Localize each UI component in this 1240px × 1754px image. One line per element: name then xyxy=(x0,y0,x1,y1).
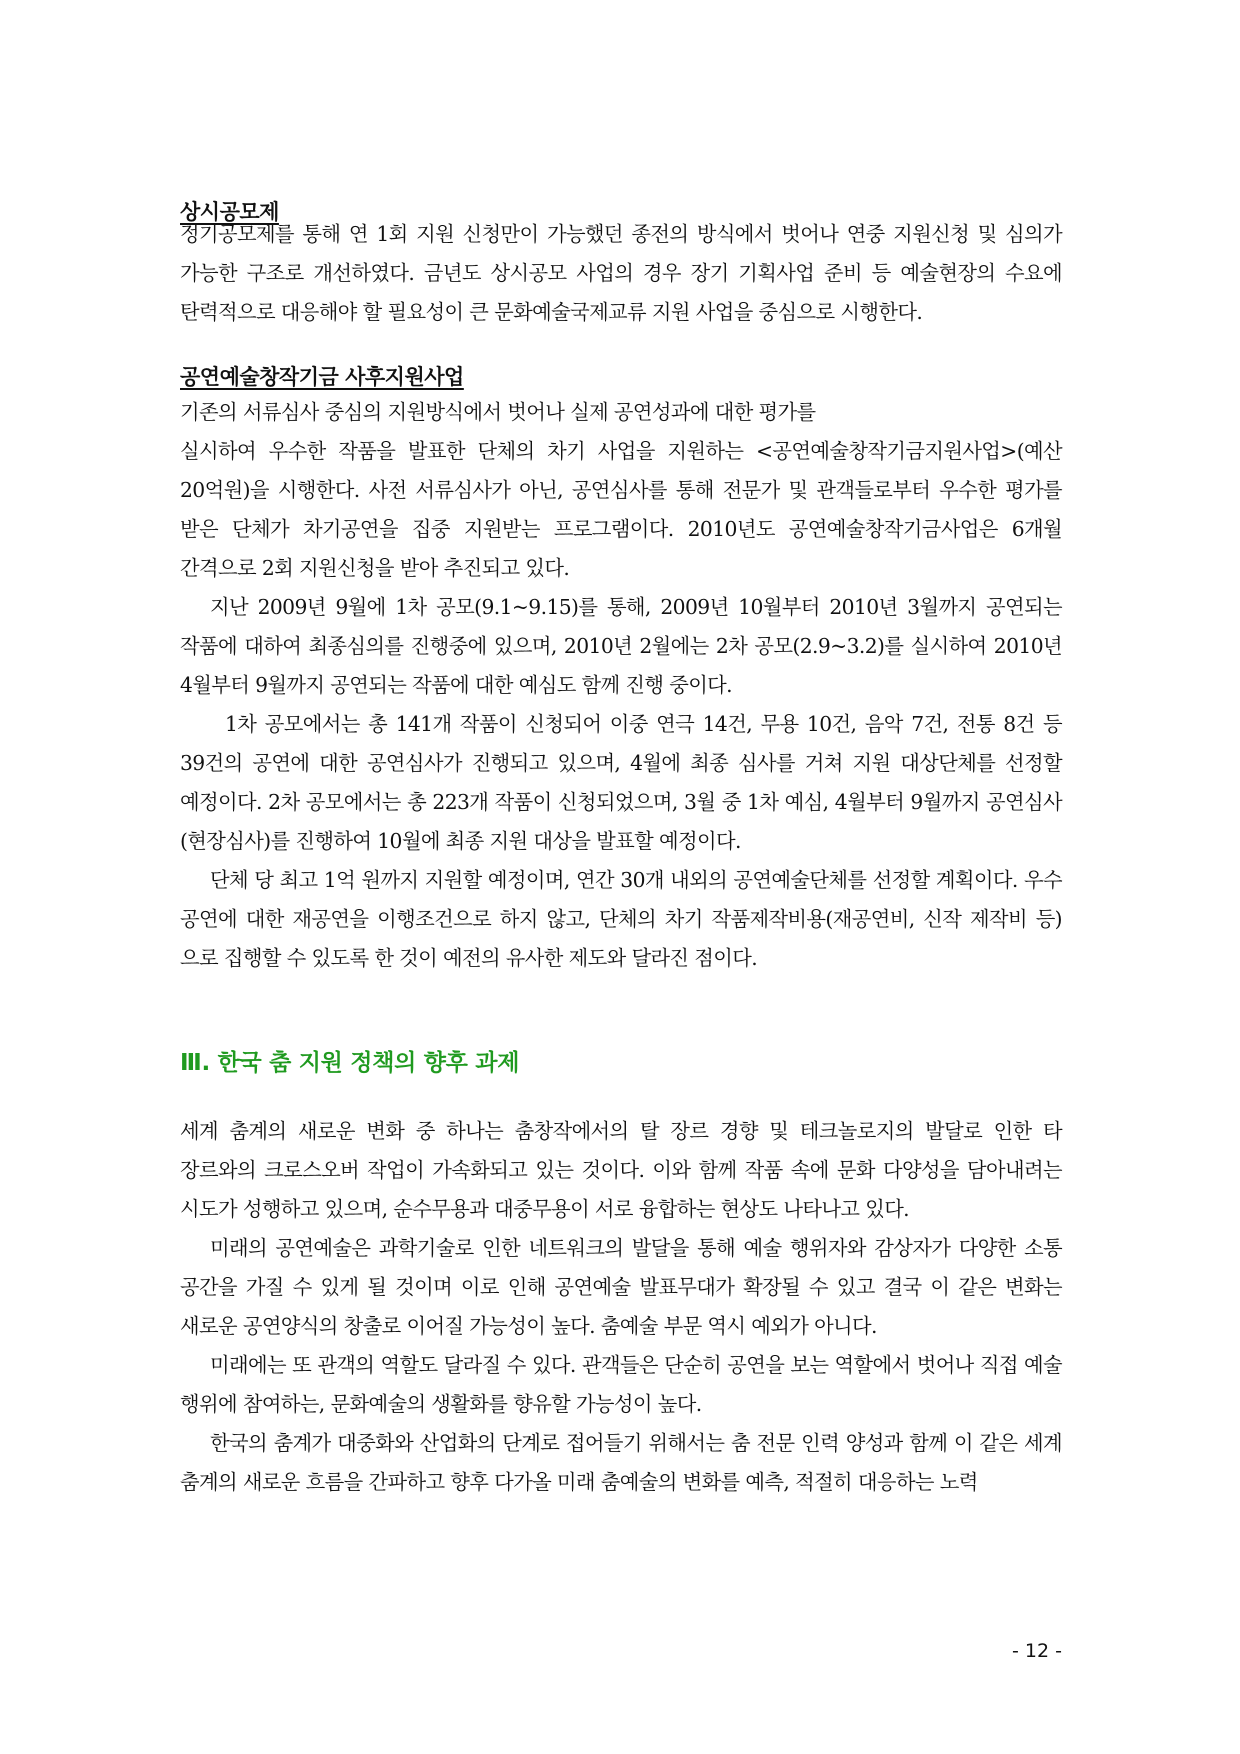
paragraph: 미래의 공연예술은 과학기술로 인한 네트워크의 발달을 통해 예술 행위자와 감상자가 다양한 소통 공간을 가질 수 있게 될 것이며 이로 인해 공연예술 발표무대가 확장될 수 있고 결국 이 같은 변화는 새로운 공연양식의 창출로 이어질 가능성이 높다. 춤예술 부문 역시 예외가 아니다. xyxy=(180,1236,1062,1338)
paragraph: 미래에는 또 관객의 역할도 달라질 수 있다. 관객들은 단순히 공연을 보는 역할에서 벗어나 직접 예술 행위에 참여하는, 문화예술의 생활화를 향유할 가능성이 높다. xyxy=(180,1353,1062,1416)
section-heading-future-tasks: Ⅲ. 한국 춤 지원 정책의 향후 과제 xyxy=(180,1050,520,1076)
paragraph: 한국의 춤계가 대중화와 산업화의 단계로 접어들기 위해서는 춤 전문 인력 양성과 함께 이 같은 세계 춤계의 새로운 흐름을 간파하고 향후 다가올 미래 춤예술의 변화를 예측, 적절히 대응하는 노력 xyxy=(180,1431,1062,1494)
document-page xyxy=(180,0,1062,1754)
paragraph: 지난 2009년 9월에 1차 공모(9.1~9.15)를 통해, 2009년 10월부터 2010년 3월까지 공연되는 작품에 대하여 최종심의를 진행중에 있으며, 2010년 2월에는 2차 공모(2.9~3.2)를 실시하여 2010년 4월부터 9월까지 공연되는 작품에 대한 예심도 함께 진행 중이다. xyxy=(180,595,1062,697)
heading-sangsi-gongmoje: 상시공모제 xyxy=(180,200,279,224)
paragraph: 기존의 서류심사 중심의 지원방식에서 벗어나 실제 공연성과에 대한 평가를 xyxy=(180,400,816,424)
page-number: - 12 - xyxy=(1012,1640,1062,1662)
paragraph: 실시하여 우수한 작품을 발표한 단체의 차기 사업을 지원하는 <공연예술창작기금지원사업>(예산 20억원)을 시행한다. 사전 서류심사가 아닌, 공연심사를 통해 전문가 및 관객들로부터 우수한 평가를 받은 단체가 차기공연을 집중 지원받는 프로그램이다. 2010년도 공연예술창작기금사업은 6개월 간격으로 2회 지원신청을 받아 추진되고 있다. xyxy=(180,439,1062,580)
heading-creation-fund-program: 공연예술창작기금 사후지원사업 xyxy=(180,365,464,389)
paragraph: 단체 당 최고 1억 원까지 지원할 예정이며, 연간 30개 내외의 공연예술단체를 선정할 계획이다. 우수 공연에 대한 재공연을 이행조건으로 하지 않고, 단체의 차기 작품제작비용(재공연비, 신작 제작비 등)으로 집행할 수 있도록 한 것이 예전의 유사한 제도와 달라진 점이다. xyxy=(180,868,1062,970)
paragraph: 1차 공모에서는 총 141개 작품이 신청되어 이중 연극 14건, 무용 10건, 음악 7건, 전통 8건 등 39건의 공연에 대한 공연심사가 진행되고 있으며, 4월에 최종 심사를 거쳐 지원 대상단체를 선정할 예정이다. 2차 공모에서는 총 223개 작품이 신청되었으며, 3월 중 1차 예심, 4월부터 9월까지 공연심사(현장심사)를 진행하여 10월에 최종 지원 대상을 발표할 예정이다. xyxy=(180,712,1062,853)
paragraph: 정기공모제를 통해 연 1회 지원 신청만이 가능했던 종전의 방식에서 벗어나 연중 지원신청 및 심의가 가능한 구조로 개선하였다. 금년도 상시공모 사업의 경우 장기 기획사업 준비 등 예술현장의 수요에 탄력적으로 대응해야 할 필요성이 큰 문화예술국제교류 지원 사업을 중심으로 시행한다. xyxy=(180,222,1062,324)
paragraph: 세계 춤계의 새로운 변화 중 하나는 춤창작에서의 탈 장르 경향 및 테크놀로지의 발달로 인한 타 장르와의 크로스오버 작업이 가속화되고 있는 것이다. 이와 함께 작품 속에 문화 다양성을 담아내려는 시도가 성행하고 있으며, 순수무용과 대중무용이 서로 융합하는 현상도 나타나고 있다. xyxy=(180,1119,1062,1221)
